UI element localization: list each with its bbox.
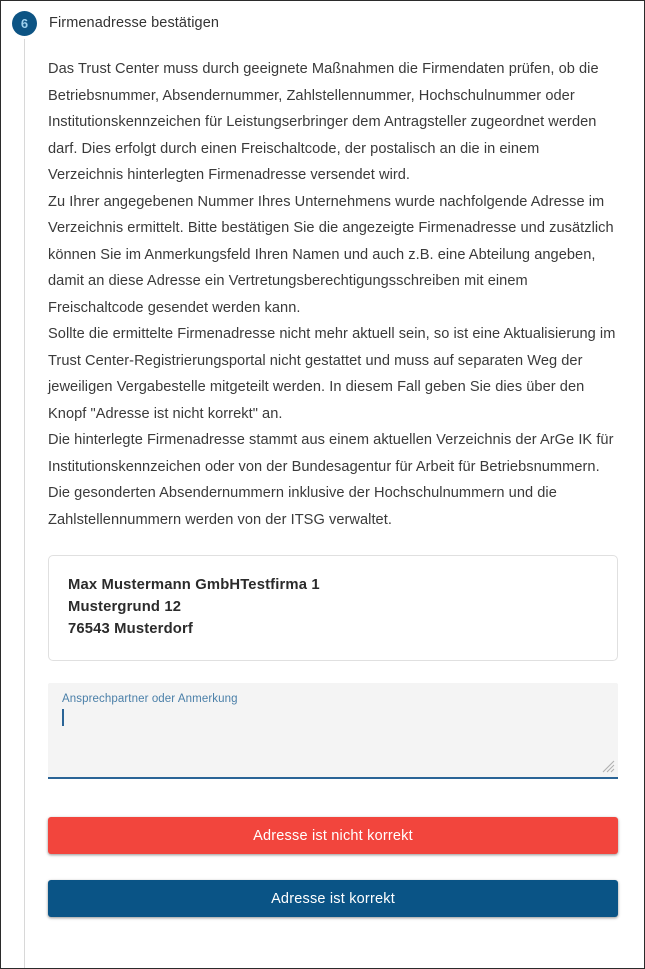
address-not-correct-button[interactable]: Adresse ist nicht korrekt: [48, 817, 618, 854]
address-line-street: Mustergrund 12: [68, 599, 182, 615]
address-correct-button[interactable]: Adresse ist korrekt: [48, 880, 618, 917]
info-paragraph-2: Zu Ihrer angegebenen Nummer Ihres Unternehmens wurde nachfolgende Adresse im Verzeichnis ermittelt. Bitte bestätigen Sie die angezeigte Firmenadresse und zusätzlich können Sie im Anmerkungsfeld Ihren Namen und auch z.B. eine Abteilung angeben, damit an diese Adresse ein Vertretungsberechtigungsschreiben mit einem Freischaltcode gesendet werden kann.: [48, 193, 614, 316]
address-line-company: Max Mustermann GmbHTestfirma 1: [68, 577, 320, 593]
address-line-city: 76543 Musterdorf: [68, 621, 193, 637]
info-paragraph-3: Sollte die ermittelte Firmenadresse nicht mehr aktuell sein, so ist eine Aktualisierung im Trust Center-Registrierungsportal nicht gestattet und muss auf separaten Weg der jeweiligen Vergabestelle mitgeteilt werden. In diesem Fall geben Sie dies über den Knopf "Adresse ist nicht korrekt" an.: [48, 326, 616, 422]
info-paragraph-1: Das Trust Center muss durch geeignete Maßnahmen die Firmendaten prüfen, ob die Betriebsnummer, Absendernummer, Zahlstellennummer, Hochschulnummer oder Institutionskennzeichen für Leistungserbringer dem Antragsteller zugeordnet werden darf. Dies erfolgt durch einen Freischaltcode, der postalisch an die in einem Verzeichnis hinterlegten Firmenadresse versendet wird.: [48, 61, 599, 183]
page-title: Firmenadresse bestätigen: [49, 15, 220, 31]
step-connector-line: [24, 39, 25, 968]
comment-input[interactable]: [62, 711, 602, 763]
comment-field-wrapper: [48, 683, 618, 779]
step-header: [1, 1, 219, 37]
step-content: [48, 56, 618, 917]
comment-field-label: Ansprechpartner oder Anmerkung: [62, 693, 238, 705]
resize-handle-icon[interactable]: [599, 757, 615, 773]
info-paragraph-4: Die hinterlegte Firmenadresse stammt aus einem aktuellen Verzeichnis der ArGe IK für Institutionskennzeichen oder von der Bundesagentur für Arbeit für Betriebsnummern. Die gesonderten Absendernummern inklusive der Hochschulnummern und die Zahlstellennummern werden von der ITSG verwaltet.: [48, 432, 614, 528]
comment-field-box[interactable]: [48, 683, 618, 779]
step-number-badge: 6: [12, 11, 37, 36]
company-address-card: [48, 555, 618, 661]
